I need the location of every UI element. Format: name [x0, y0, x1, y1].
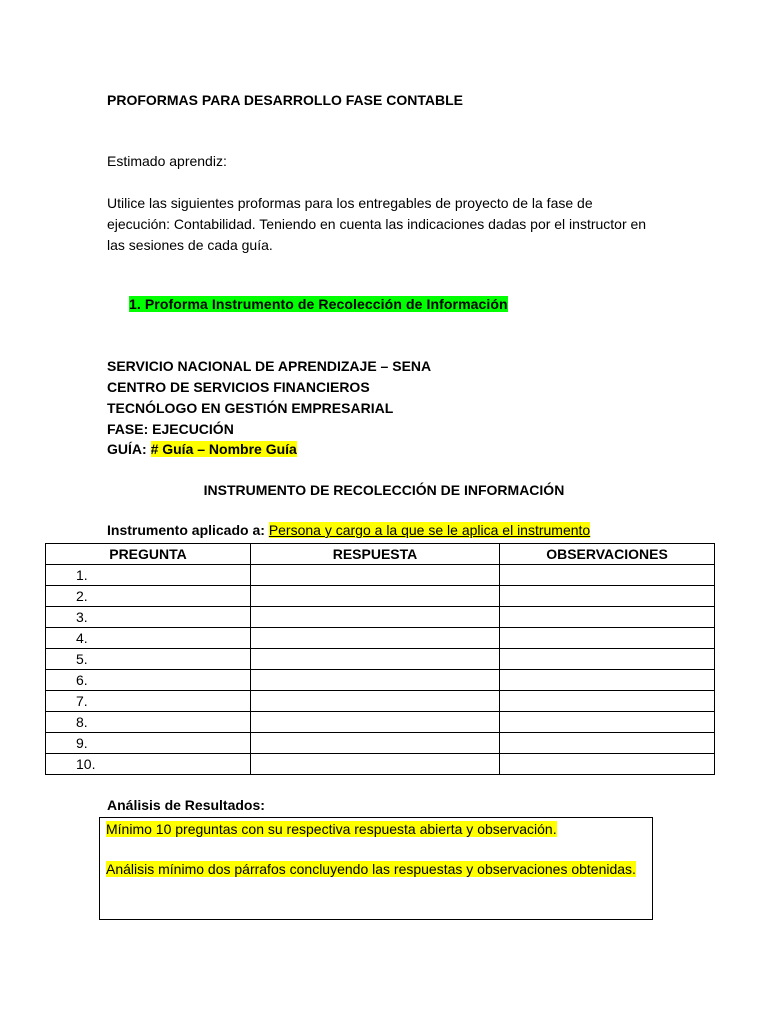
table-row — [46, 607, 715, 628]
observation-cell[interactable] — [500, 607, 715, 628]
instrument-title: INSTRUMENTO DE RECOLECCIÓN DE INFORMACIÓN — [203, 482, 565, 498]
section-heading — [129, 296, 508, 312]
instrument-applied-line — [107, 522, 590, 538]
table-row — [46, 691, 715, 712]
table-row — [46, 565, 715, 586]
greeting-text: Estimado aprendiz: — [107, 153, 227, 169]
header-line-center: CENTRO DE SERVICIOS FINANCIEROS — [107, 379, 370, 395]
table-row — [46, 733, 715, 754]
guide-label: GUÍA: — [107, 441, 147, 457]
observation-cell[interactable] — [500, 649, 715, 670]
intro-paragraph: Utilice las siguientes proformas para los entregables de proyecto de la fase de ejecución: Contabilidad. Teniendo en cuenta las indicaciones dadas por el instructor en las sesiones de cada guía. — [107, 195, 647, 253]
questions-table — [45, 543, 715, 775]
table-row — [46, 649, 715, 670]
table-row — [46, 586, 715, 607]
table-header-row — [46, 544, 715, 565]
header-line-institution: SERVICIO NACIONAL DE APRENDIZAJE – SENA — [107, 358, 432, 374]
header-line-guide — [107, 439, 297, 459]
observation-cell[interactable] — [500, 691, 715, 712]
question-number-cell: 8. — [46, 712, 251, 733]
analysis-instruction-1-text: Mínimo 10 preguntas con su respectiva respuesta abierta y observación. — [106, 821, 557, 837]
observation-cell[interactable] — [500, 586, 715, 607]
question-number-cell: 1. — [46, 565, 251, 586]
question-number-cell: 7. — [46, 691, 251, 712]
answer-cell[interactable] — [251, 586, 500, 607]
section-heading-text: 1. Proforma Instrumento de Recolección de Información — [129, 296, 508, 312]
answer-cell[interactable] — [251, 628, 500, 649]
analysis-box — [99, 817, 653, 920]
observation-cell[interactable] — [500, 712, 715, 733]
answer-cell[interactable] — [251, 754, 500, 775]
question-number-cell: 3. — [46, 607, 251, 628]
guide-value: # Guía – Nombre Guía — [150, 441, 297, 457]
answer-cell[interactable] — [251, 712, 500, 733]
question-number-cell: 2. — [46, 586, 251, 607]
applied-value: Persona y cargo a la que se le aplica el instrumento — [268, 522, 591, 538]
column-header-respuesta: RESPUESTA — [251, 544, 500, 565]
header-line-phase: FASE: EJECUCIÓN — [107, 421, 234, 437]
observation-cell[interactable] — [500, 565, 715, 586]
observation-cell[interactable] — [500, 754, 715, 775]
answer-cell[interactable] — [251, 691, 500, 712]
answer-cell[interactable] — [251, 670, 500, 691]
question-number-cell: 6. — [46, 670, 251, 691]
analysis-instruction-2 — [106, 859, 646, 879]
header-line-program: TECNÓLOGO EN GESTIÓN EMPRESARIAL — [107, 400, 394, 416]
observation-cell[interactable] — [500, 733, 715, 754]
column-header-pregunta: PREGUNTA — [46, 544, 251, 565]
question-number-cell: 10. — [46, 754, 251, 775]
analysis-title: Análisis de Resultados: — [107, 797, 265, 813]
answer-cell[interactable] — [251, 565, 500, 586]
table-row — [46, 754, 715, 775]
answer-cell[interactable] — [251, 649, 500, 670]
applied-label: Instrumento aplicado a: — [107, 522, 265, 538]
observation-cell[interactable] — [500, 628, 715, 649]
question-number-cell: 5. — [46, 649, 251, 670]
questions-table-body — [46, 565, 715, 775]
document-title: PROFORMAS PARA DESARROLLO FASE CONTABLE — [107, 92, 463, 108]
table-row — [46, 628, 715, 649]
answer-cell[interactable] — [251, 733, 500, 754]
table-row — [46, 670, 715, 691]
analysis-instruction-1 — [106, 819, 646, 839]
question-number-cell: 4. — [46, 628, 251, 649]
column-header-observaciones: OBSERVACIONES — [500, 544, 715, 565]
question-number-cell: 9. — [46, 733, 251, 754]
analysis-instruction-2-text: Análisis mínimo dos párrafos concluyendo las respuestas y observaciones obtenidas. — [106, 861, 636, 877]
table-row — [46, 712, 715, 733]
answer-cell[interactable] — [251, 607, 500, 628]
observation-cell[interactable] — [500, 670, 715, 691]
